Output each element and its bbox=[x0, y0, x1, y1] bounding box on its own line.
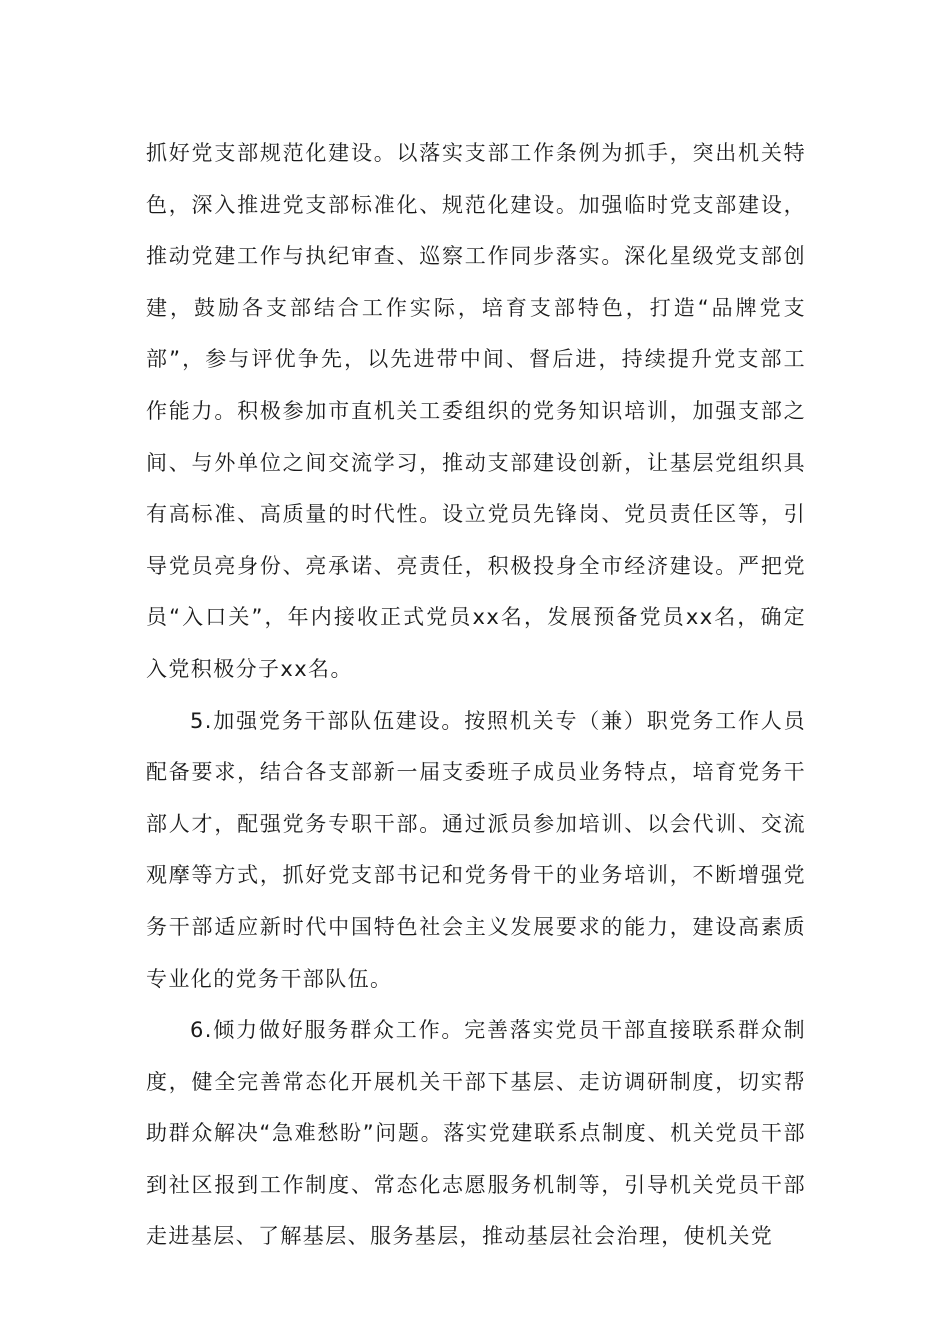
paragraph-serve-the-masses: 6.倾力做好服务群众工作。完善落实党员干部直接联系群众制度，健全完善常态化开展机关干部下基层、走访调研制度，切实帮助群众解决“急难愁盼”问题。落实党建联系点制度、机关党员干部到社区报到工作制度、常态化志愿服务机制等，引导机关党员干部走进基层、了解基层、服务基层，推动基层社会治理，使机关党 bbox=[146, 1018, 806, 1249]
paragraph-party-branch-standardization: 抓好党支部规范化建设。以落实支部工作条例为抓手，突出机关特色，深入推进党支部标准化、规范化建设。加强临时党支部建设，推动党建工作与执纪审查、巡察工作同步落实。深化星级党支部创建，鼓励各支部结合工作实际，培育支部特色，打造“品牌党支部”，参与评优争先，以先进带中间、督后进，持续提升党支部工作能力。积极参加市直机关工委组织的党务知识培训，加强支部之间、与外单位之间交流学习，推动支部建设创新，让基层党组织具有高标准、高质量的时代性。设立党员先锋岗、党员责任区等，引导党员亮身份、亮承诺、亮责任，积极投身全市经济建设。严把党员“入口关”，年内接收正式党员xx名，发展预备党员xx名，确定入党积极分子xx名。 bbox=[146, 141, 806, 681]
paragraph-party-cadre-team: 5.加强党务干部队伍建设。按照机关专（兼）职党务工作人员配备要求，结合各支部新一届支委班子成员业务特点，培育党务干部人才，配强党务专职干部。通过派员参加培训、以会代训、交流观摩等方式，抓好党支部书记和党务骨干的业务培训，不断增强党务干部适应新时代中国特色社会主义发展要求的能力，建设高素质专业化的党务干部队伍。 bbox=[146, 708, 806, 991]
document-body bbox=[146, 128, 806, 1263]
